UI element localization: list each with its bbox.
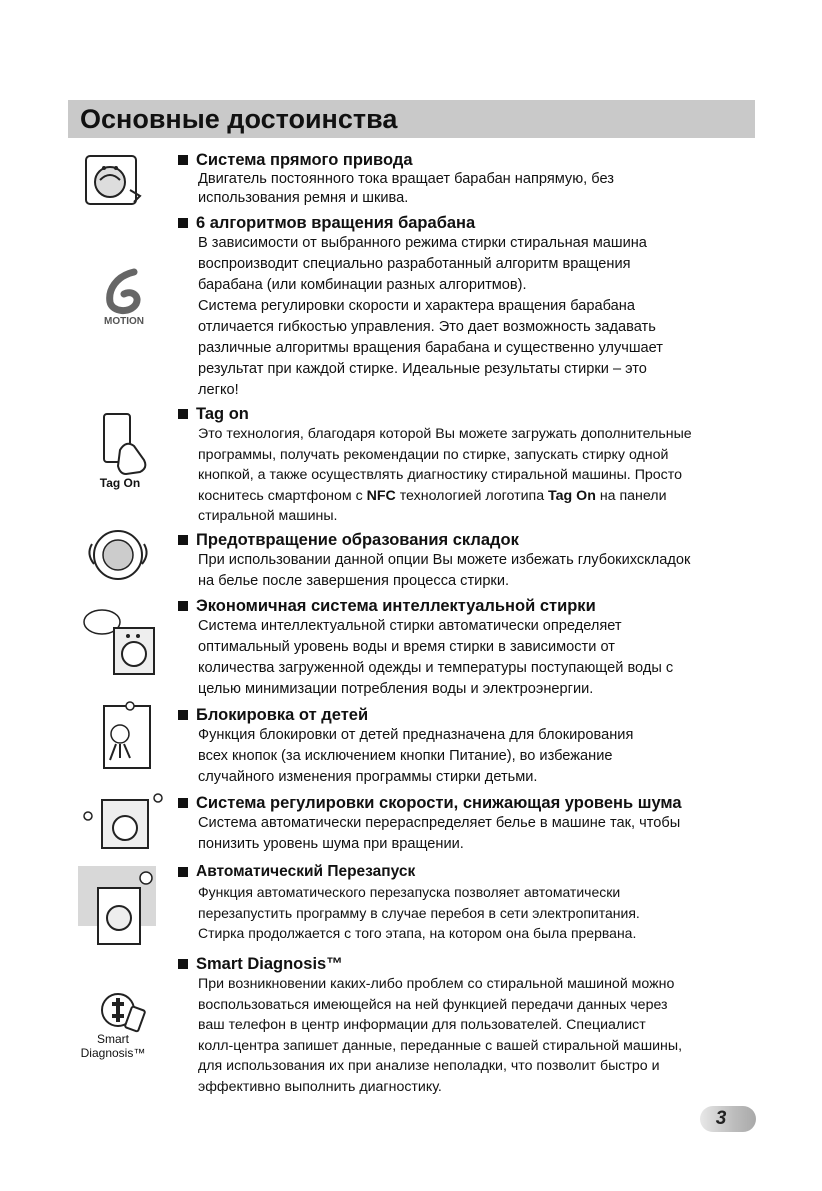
direct-drive-icon	[80, 150, 150, 210]
bullet-square	[178, 535, 188, 545]
smart-label: Smart	[96, 1032, 129, 1046]
feature-body: При возникновении каких-либо проблем со стиральной машиной можно воспользоваться имеющейся на ней функцией передачи данных через ваш телефон в центр информации для пользователей. Специалист колл-центра запишет данные, переданные с вашей стиральной машины, для использования их при анализе неполадки, что позволит быстро и эффективно выполнить диагностику.	[198, 976, 683, 1095]
feature-auto-restart	[178, 862, 758, 944]
bullet-square	[178, 710, 188, 720]
feature-tag-on	[178, 404, 758, 527]
six-motion-icon	[96, 268, 156, 334]
feature-smart-wash	[178, 596, 758, 700]
bullet-square	[178, 867, 188, 877]
low-noise-icon	[80, 792, 170, 852]
diagnosis-label: Diagnosis™	[80, 1046, 146, 1060]
feature-crease-care	[178, 530, 758, 592]
feature-smart-diagnosis	[178, 954, 758, 1098]
smart-wash-icon	[80, 606, 164, 680]
feature-title: Экономичная система интеллектуальной стирки	[178, 596, 758, 616]
feature-title: Tag on	[178, 404, 758, 424]
page-title: Основные достоинства	[80, 104, 398, 134]
bullet-square	[178, 959, 188, 969]
bullet-square	[178, 155, 188, 165]
tag-on-label: Tag On	[99, 476, 141, 490]
feature-body: В зависимости от выбранного режима стирки стиральная машина воспроизводит специально разработанный алгоритм вращения барабана (или комбинации разных алгоритмов). Система регулировки скорости и характера вращения барабана отличается гибкостью управления. Это дает возможность задавать различные алгоритмы вращения барабана и существенно улучшает результат при каждой стирке. Идеальные результаты стирки – это легко!	[198, 235, 663, 398]
section-header	[68, 100, 755, 138]
crease-care-icon	[84, 524, 154, 586]
feature-title: Система регулировки скорости, снижающая уровень шума	[178, 793, 758, 813]
bullet-square	[178, 409, 188, 419]
feature-title: Smart Diagnosis™	[178, 954, 758, 974]
feature-title: Блокировка от детей	[178, 705, 758, 725]
feature-6-motion	[178, 213, 758, 401]
feature-low-noise	[178, 793, 758, 855]
feature-title: Предотвращение образования складок	[178, 530, 758, 550]
feature-body: Функция автоматического перезапуска позволяет автоматически перезапустить программу в случае перебоя в сети электропитания. Стирка продолжается с того этапа, на котором она была прервана.	[198, 884, 640, 941]
feature-direct-drive	[178, 150, 758, 208]
bullet-square	[178, 601, 188, 611]
feature-body: Это технология, благодаря которой Вы можете загружать дополнительные программы, получать рекомендации по стирке, запускать стирку одной кнопкой, а также осуществлять диагностику стиральной машины. Просто коснитесь смартфоном с NFC технологией логотипа Tag On на панели стиральной машины.	[198, 426, 692, 524]
feature-title: Автоматический Перезапуск	[178, 862, 758, 882]
feature-title: Система прямого привода	[178, 150, 758, 170]
feature-body: Система автоматически перераспределяет белье в машине так, чтобы понизить уровень шума при вращении.	[198, 815, 681, 852]
bullet-square	[178, 218, 188, 228]
motion-label: MOTION	[104, 316, 144, 327]
feature-body: Система интеллектуальной стирки автоматически определяет оптимальный уровень воды и время стирки в зависимости от количества загруженной одежды и температуры поступающей воды с целью минимизации потребления воды и электроэнергии.	[198, 618, 674, 697]
feature-child-lock	[178, 705, 758, 788]
feature-body: Функция блокировки от детей предназначена для блокирования всех кнопок (за исключением кнопки Питание), во избежание случайного изменения программы стирки детьми.	[198, 727, 634, 785]
bullet-square	[178, 798, 188, 808]
tag-on-icon	[90, 410, 154, 494]
smart-diagnosis-icon	[80, 990, 158, 1066]
page-number: 3	[715, 1108, 727, 1129]
feature-body: Двигатель постоянного тока вращает барабан напрямую, без использования ремня и шкива.	[198, 171, 614, 206]
feature-title: 6 алгоритмов вращения барабана	[178, 213, 758, 233]
auto-restart-icon	[76, 864, 160, 948]
feature-body: При использовании данной опции Вы можете избежать глубокихскладок на белье после завершения процесса стирки.	[198, 552, 691, 589]
child-lock-icon	[100, 700, 156, 780]
